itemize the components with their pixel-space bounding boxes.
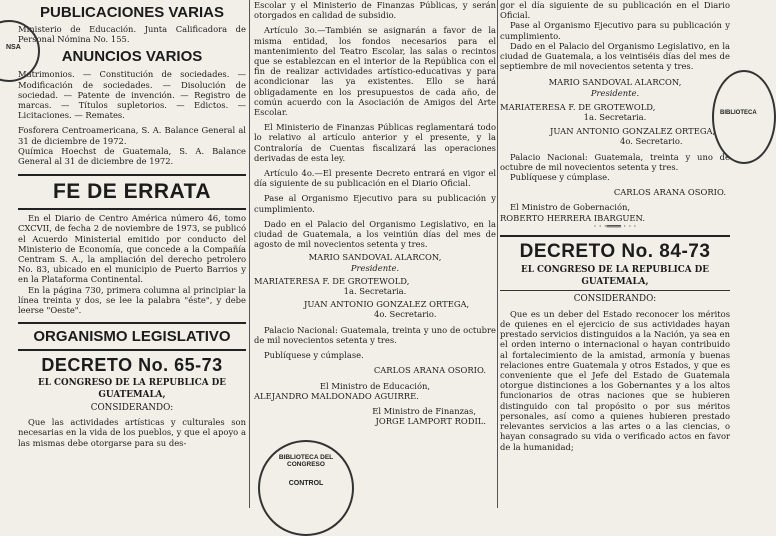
paragraph: Palacio Nacional: Guatemala, treinta y uno de octubre de mil novecientos setenta y tres. [254, 324, 496, 345]
errata-paragraph-2: En la página 730, primera columna al principiar la línea treinta y dos, se lee la palabra "éste", y debe leerse "Oeste". [18, 284, 246, 316]
publicaciones-text: Ministerio de Educación. Junta Calificadora de Personal Nómina No. 155. [18, 24, 246, 45]
quimica-notice: Química Hoechst de Guatemala, S. A. Balance General al 31 de diciembre de 1972. [18, 145, 246, 167]
signature-name: MARIATERESA F. DE GROTEWOLD, [254, 275, 410, 286]
signature-role: 1a. Secretaria. [583, 112, 647, 123]
signature-name: CARLOS ARANA OSORIO. [373, 365, 486, 376]
errata-paragraph-1: En el Diario de Centro América número 46, tomo CXCVII, de fecha 2 de noviembre de 1973, se publicó el Acuerdo Ministerial emitido por conducto del Ministerio de Economía, que concede a la Compañía Centram S. A., la ampliación del derecho petrolero No. 83, ubicado en el municipio de Puerto Barrios y en la Plataforma Continental. [18, 213, 246, 285]
decreto-84-73-title: DECRETO No. 84-73 [519, 240, 711, 262]
library-stamp-right: BIBLIOTECA [712, 70, 776, 164]
signature-role: Presidente. [350, 262, 400, 273]
decreto-65-73-body: Que las actividades artísticas y culturales son necesarias en la vida de los pueblos, y que el apoyo a las mismas debe otorgarse para su des- [18, 417, 246, 448]
divider [18, 208, 246, 210]
paragraph: Pase al Organismo Ejecutivo para su publicación y cumplimiento. [254, 193, 496, 214]
congreso-line: EL CONGRESO DE LA REPUBLICA DE GUATEMALA, [38, 378, 226, 401]
column-2 [254, 0, 496, 508]
article-3: Artículo 3o.—También se asignarán a favor de la misma entidad, los fondos necesarios para el mantenimiento del Teatro Escolar, las salas o recintos que se establezcan en el interior de la República con el fin de realizar actividades artístico-educativas y para acondicionar las ya existentes. Ello se hará obligadamente en los presupuestos de cada año, de común acuerdo con la Asociación de Amigos del Arte Escolar. [254, 25, 496, 118]
divider [18, 349, 246, 351]
fosforera-notice: Fosforera Centroamericana, S. A. Balance General al 31 de diciembre de 1972. [18, 125, 246, 146]
signature-name: MARIO SANDOVAL ALARCON, [308, 252, 442, 263]
minister-title: El Ministro de Educación, [319, 380, 431, 391]
column-3 [500, 0, 730, 508]
paragraph: Pase al Organismo Ejecutivo para su publicación y cumplimiento. [500, 20, 730, 41]
paragraph: gor el día siguiente de su publicación en el Diario Oficial. [500, 0, 730, 21]
signature-role: 1a. Secretaria. [343, 286, 407, 297]
article-4: Artículo 4o.—El presente Decreto entrará en vigor el día siguiente de su publicación en el Diario Oficial. [254, 168, 496, 189]
divider [500, 235, 730, 237]
signature-name: MARIATERESA F. DE GROTEWOLD, [500, 101, 656, 112]
considerando-heading: CONSIDERANDO: [573, 293, 657, 304]
minister-name: ALEJANDRO MALDONADO AGUIRRE. [254, 390, 419, 401]
paragraph: Publíquese y cúmplase. [510, 172, 610, 183]
signature-role: 4o. Secretario. [374, 309, 437, 320]
signature-name: CARLOS ARANA OSORIO. [613, 187, 726, 198]
column-rule [249, 0, 250, 508]
anuncios-heading: ANUNCIOS VARIOS [61, 48, 203, 66]
library-stamp-bottom: BIBLIOTECA DEL CONGRESO CONTROL [258, 440, 354, 536]
paragraph: Publíquese y cúmplase. [264, 350, 364, 361]
ornament: · · ·═══ · · · [593, 221, 637, 231]
divider [18, 322, 246, 324]
column-1 [18, 0, 246, 508]
signature-role: 4o. Secretario. [620, 136, 683, 147]
signature-role: Presidente. [590, 87, 640, 98]
anuncios-text: Matrimonios. — Constitución de sociedades. — Modificación de sociedades. — Disolución de sociedad. — Patente de invención. — Registro de marcas. — Títulos supletorios. — Edictos. — Licitaciones. — Remates. [18, 69, 246, 121]
paragraph: Escolar y el Ministerio de Finanzas Públicas, y serán otorgados en calidad de subsidio. [254, 0, 496, 21]
paragraph: Palacio Nacional: Guatemala, treinta y uno de octubre de mil novecientos setenta y tres. [500, 151, 730, 172]
divider [18, 174, 246, 176]
column-rule [497, 0, 498, 508]
library-stamp-top-left: NSA [0, 20, 40, 82]
signature-name: MARIO SANDOVAL ALARCON, [548, 77, 682, 88]
minister-name: JORGE LAMPORT RODIL. [375, 416, 486, 427]
divider [500, 290, 730, 291]
congreso-line: EL CONGRESO DE LA REPUBLICA DE GUATEMALA, [521, 264, 709, 287]
paragraph: Dado en el Palacio del Organismo Legislativo, en la ciudad de Guatemala, a los veintiséis días del mes de septiembre de mil novecientos setenta y tres. [500, 40, 730, 72]
signature-name: JUAN ANTONIO GONZALEZ ORTEGA, [550, 126, 716, 137]
decreto-65-73-title: DECRETO No. 65-73 [41, 355, 223, 376]
minister-title: El Ministro de Gobernación, [510, 202, 631, 213]
errata-heading: FE DE ERRATA [52, 180, 212, 204]
publicaciones-heading: PUBLICACIONES VARIAS [40, 4, 224, 21]
signature-name: JUAN ANTONIO GONZALEZ ORTEGA, [304, 299, 470, 310]
paragraph: El Ministerio de Finanzas Públicas reglamentará todo lo relativo al artículo anterior y el presente, y la Contraloría de Cuentas fiscalizará las operaciones derivadas de esta ley. [254, 122, 496, 163]
decreto-84-73-body: Que es un deber del Estado reconocer los méritos de quienes en el ejercicio de sus actividades hayan prestado servicios distinguidos a la Nación, ya sea en el orden interno o internacional o hayan contribuido al fortalecimiento de la amistad, armonía y buenas relaciones entre Guatemala y otros Estados, y que es conveniente que el Jefe del Estado de Guatemala otorgue distinciones a los Gobernantes y a los altos funcionarios de otras naciones que se hubieren distinguido con tal propósito o por sus méritos personales, así como a quienes hubieren prestado relevantes servicios a las artes o a las ciencias, o hayan consagrado su vida o verificado actos en favor de la humanidad; [500, 308, 730, 452]
considerando-heading: CONSIDERANDO: [90, 403, 174, 414]
minister-name: ROBERTO HERRERA IBARGUEN. [500, 212, 646, 223]
organismo-heading: ORGANISMO LEGISLATIVO [33, 328, 231, 346]
paragraph: Dado en el Palacio del Organismo Legislativo, en la ciudad de Guatemala, a los veintiún días del mes de agosto de mil novecientos setenta y tres. [254, 218, 496, 250]
minister-title: El Ministro de Finanzas, [372, 405, 476, 416]
